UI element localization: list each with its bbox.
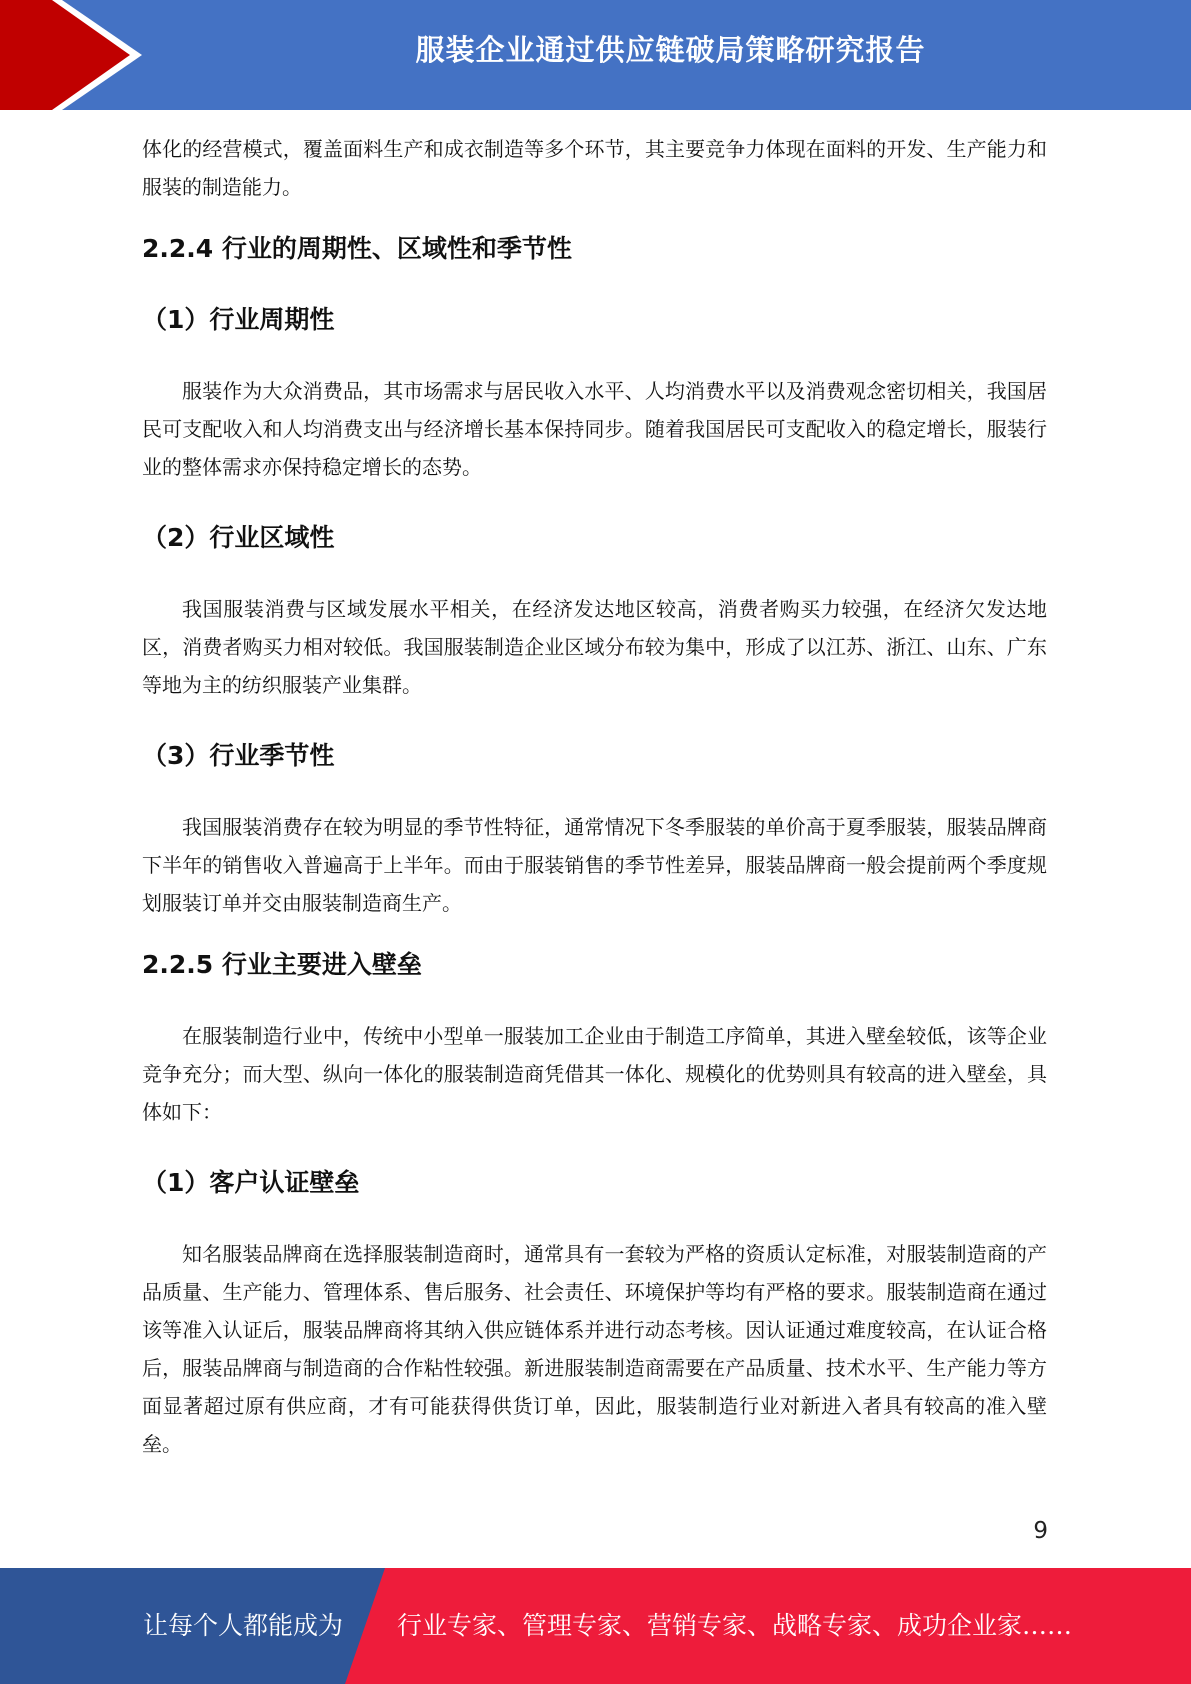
paragraph-regionality: 我国服装消费与区域发展水平相关，在经济发达地区较高，消费者购买力较强，在经济欠发达地区，消费者购买力相对较低。我国服装制造企业区域分布较为集中，形成了以江苏、浙江、山东、广东等地为主的纺织服装产业集群。	[142, 597, 1047, 697]
section-heading-2-2-5: 2.2.5 行业主要进入壁垒	[142, 950, 422, 979]
footer-slogan-right: 行业专家、管理专家、营销专家、战略专家、成功企业家……	[397, 1611, 1073, 1640]
subsection-heading-customer-certification: （1）客户认证壁垒	[142, 1168, 360, 1197]
paragraph-entry-barriers: 在服装制造行业中，传统中小型单一服装加工企业由于制造工序简单，其进入壁垒较低，该等企业竞争充分；而大型、纵向一体化的服装制造商凭借其一体化、规模化的优势则具有较高的进入壁垒，具体如下：	[142, 1024, 1047, 1124]
paragraph-seasonality: 我国服装消费存在较为明显的季节性特征，通常情况下冬季服装的单价高于夏季服装，服装品牌商下半年的销售收入普遍高于上半年。而由于服装销售的季节性差异，服装品牌商一般会提前两个季度规划服装订单并交由服装制造商生产。	[142, 815, 1047, 915]
document-body	[142, 130, 1047, 1463]
section-heading-2-2-4: 2.2.4 行业的周期性、区域性和季节性	[142, 234, 572, 263]
page-number: 9	[1033, 1518, 1048, 1544]
report-title: 服装企业通过供应链破局策略研究报告	[415, 33, 926, 67]
subsection-heading-regionality: （2）行业区域性	[142, 523, 335, 552]
footer-slogan-left: 让每个人都能成为	[143, 1611, 344, 1640]
page-header	[0, 0, 1191, 110]
subsection-heading-seasonality: （3）行业季节性	[142, 741, 335, 770]
subsection-heading-cyclicality: （1）行业周期性	[142, 305, 335, 334]
page-footer	[0, 1568, 1191, 1684]
paragraph-cyclicality: 服装作为大众消费品，其市场需求与居民收入水平、人均消费水平以及消费观念密切相关，我国居民可支配收入和人均消费支出与经济增长基本保持同步。随着我国居民可支配收入的稳定增长，服装行业的整体需求亦保持稳定增长的态势。	[142, 379, 1047, 479]
intro-paragraph: 体化的经营模式，覆盖面料生产和成衣制造等多个环节，其主要竞争力体现在面料的开发、生产能力和服装的制造能力。	[142, 137, 1047, 199]
paragraph-customer-certification: 知名服装品牌商在选择服装制造商时，通常具有一套较为严格的资质认定标准，对服装制造商的产品质量、生产能力、管理体系、售后服务、社会责任、环境保护等均有严格的要求。服装制造商在通过该等准入认证后，服装品牌商将其纳入供应链体系并进行动态考核。因认证通过难度较高，在认证合格后，服装品牌商与制造商的合作粘性较强。新进服装制造商需要在产品质量、技术水平、生产能力等方面显著超过原有供应商，才有可能获得供货订单，因此，服装制造行业对新进入者具有较高的准入壁垒。	[142, 1242, 1047, 1456]
header-chevron-decoration	[0, 0, 152, 110]
